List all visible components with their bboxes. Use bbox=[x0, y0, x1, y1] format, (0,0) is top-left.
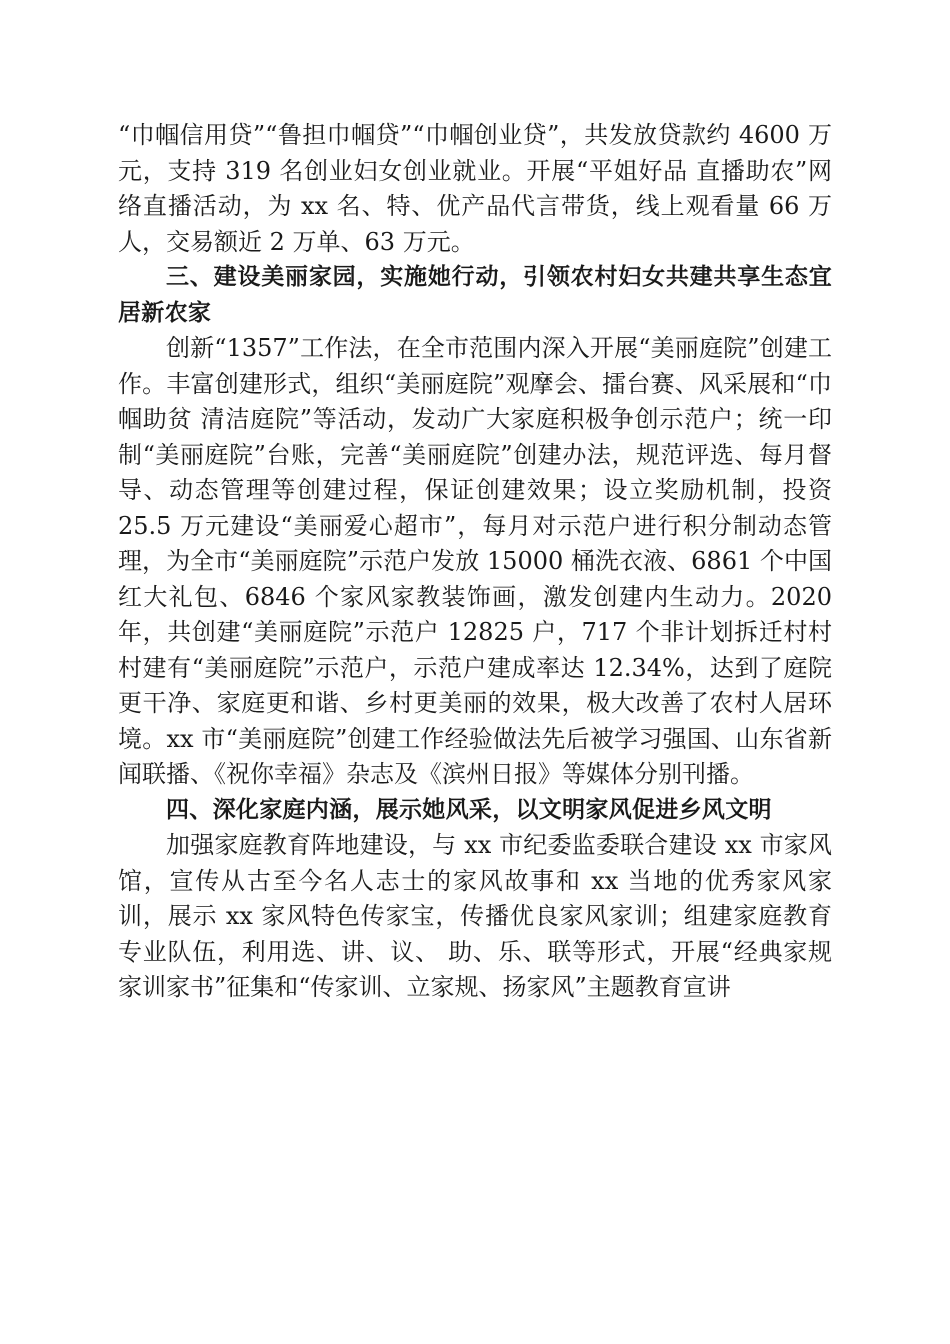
section-heading-3: 三、建设美丽家园，实施她行动，引领农村妇女共建共享生态宜居新农家 bbox=[118, 264, 832, 326]
paragraph-section-3: 创新“1357”工作法，在全市范围内深入开展“美丽庭院”创建工作。丰富创建形式，组织“美丽庭院”观摩会、擂台赛、风采展和“巾帼助贫 清洁庭院”等活动，发动广大家庭积极争创示范户；统一印制“美丽庭院”台账，完善“美丽庭院”创建办法，规范评选、每月督导、动态管理等创建过程，保证创建效果；设立奖励机制，投资 25.5 万元建设“美丽爱心超市”，每月对示范户进行积分制动态管理，为全市“美丽庭院”示范户发放 15000 桶洗衣液、6861 个中国红大礼包、6846 个家风家教装饰画，激发创建内生动力。2020 年，共创建“美丽庭院”示范户 12825 户，717 个非计划拆迁村村村建有“美丽庭院”示范户，示范户建成率达 12.34%，达到了庭院更干净、家庭更和谐、乡村更美丽的效果，极大改善了农村人居环境。xx 市“美丽庭院”创建工作经验做法先后被学习强国、山东省新闻联播、《祝你幸福》杂志及《滨州日报》等媒体分别刊播。 bbox=[118, 334, 832, 788]
section-heading-4: 四、深化家庭内涵，展示她风采，以文明家风促进乡风文明 bbox=[166, 796, 772, 823]
document-body bbox=[118, 118, 832, 1006]
paragraph-section-4: 加强家庭教育阵地建设，与 xx 市纪委监委联合建设 xx 市家风馆，宣传从古至今名人志士的家风故事和 xx 当地的优秀家风家训，展示 xx 家风特色传家宝，传播优良家风家训；组建家庭教育专业队伍，利用选、讲、议、 助、乐、联等形式，开展“经典家规家训家书”征集和“传家训、立家规、扬家风”主题教育宣讲 bbox=[118, 831, 832, 1001]
paragraph-continued: “巾帼信用贷”“鲁担巾帼贷”“巾帼创业贷”，共发放贷款约 4600 万元，支持 319 名创业妇女创业就业。开展“平姐好品 直播助农”网络直播活动，为 xx 名、特、优产品代言带货，线上观看量 66 万人，交易额近 2 万单、63 万元。 bbox=[118, 121, 832, 256]
